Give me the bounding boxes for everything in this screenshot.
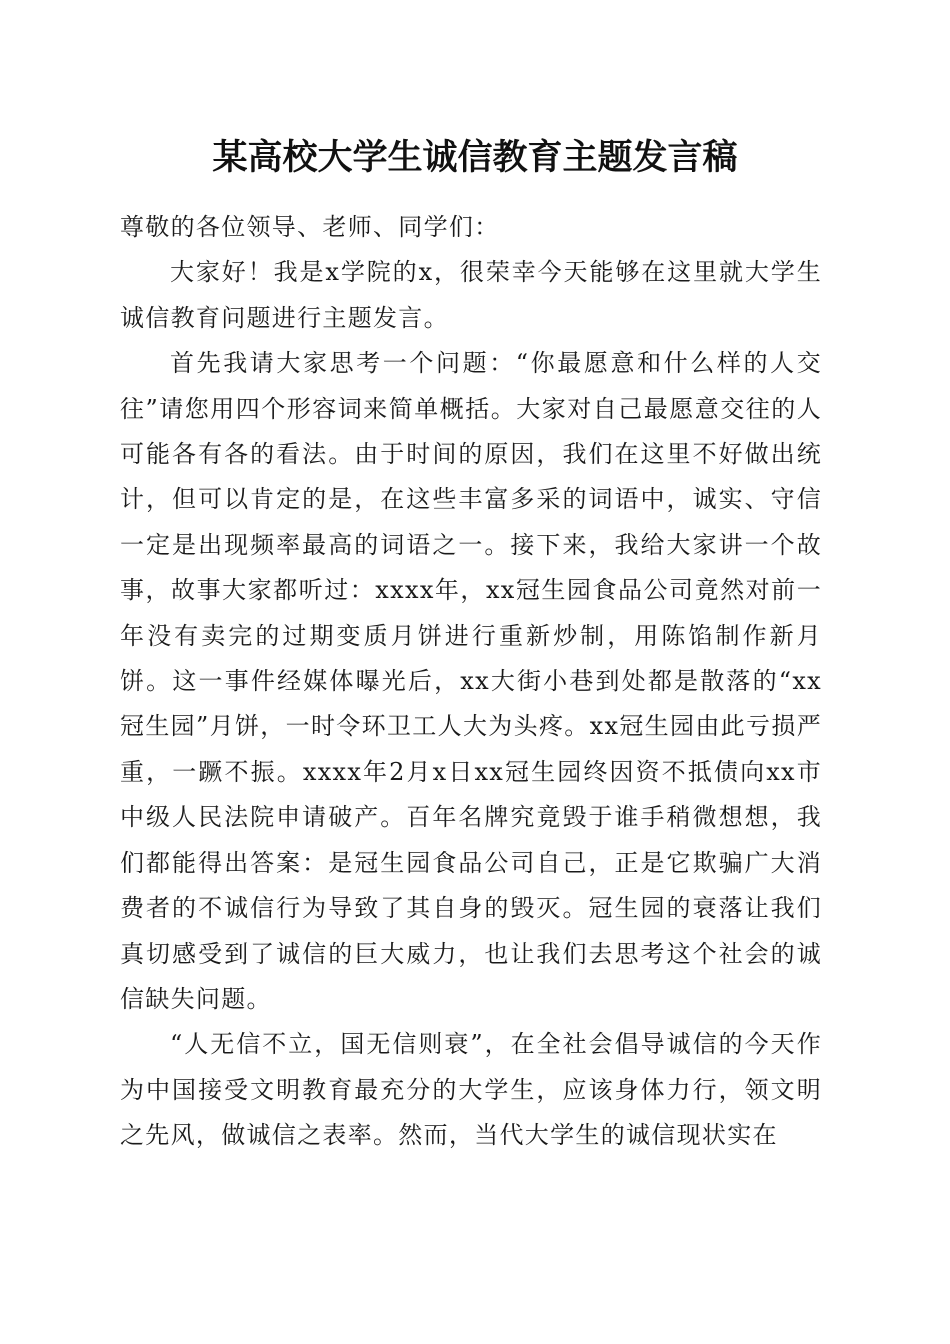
paragraph-integrity: “人无信不立，国无信则衰”，在全社会倡导诚信的今天作为中国接受文明教育最充分的大学生，应该身体力行，领文明之先风，做诚信之表率。然而，当代大学生的诚信现状实在 xyxy=(120,1030,822,1150)
paragraph-story: 首先我请大家思考一个问题：“你最愿意和什么样的人交往”请您用四个形容词来简单概括。大家对自己最愿意交往的人可能各有各的看法。由于时间的原因，我们在这里不好做出统计，但可以肯定的是，在这些丰富多采的词语中，诚实、守信一定是出现频率最高的词语之一。接下来，我给大家讲一个故事，故事大家都听过：xxxx年，xx冠生园食品公司竟然对前一年没有卖完的过期变质月饼进行重新炒制，用陈馅制作新月饼。这一事件经媒体曝光后，xx大街小巷到处都是散落的“xx冠生园”月饼，一时令环卫工人大为头疼。xx冠生园由此亏损严重，一蹶不振。xxxx年2月x日xx冠生园终因资不抵债向xx市中级人民法院申请破产。百年名牌究竟毁于谁手稍微想想，我们都能得出答案：是冠生园食品公司自己，正是它欺骗广大消费者的不诚信行为导致了其自身的毁灭。冠生园的衰落让我们真切感受到了诚信的巨大威力，也让我们去思考这个社会的诚信缺失问题。 xyxy=(120,349,822,1013)
salutation: 尊敬的各位领导、老师、同学们： xyxy=(120,213,500,241)
document-title: 某高校大学生诚信教育主题发言稿 xyxy=(212,137,738,178)
document-body xyxy=(120,205,822,1159)
paragraph-greeting: 大家好！我是x学院的x，很荣幸今天能够在这里就大学生诚信教育问题进行主题发言。 xyxy=(120,258,822,332)
